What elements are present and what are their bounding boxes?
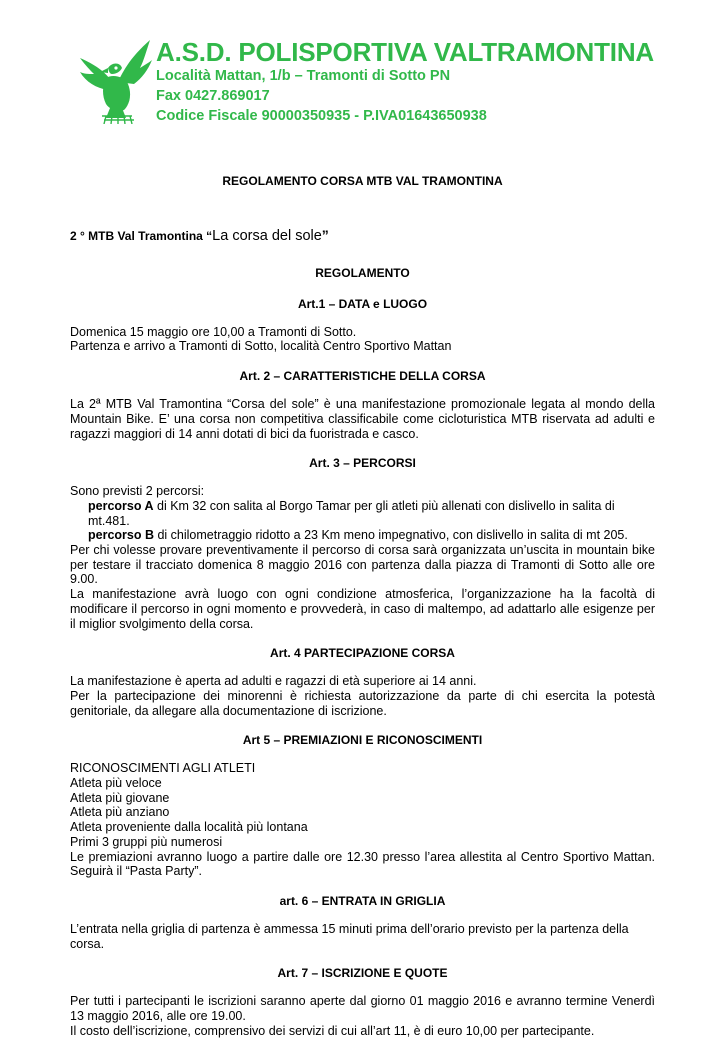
percorso-a [70,499,655,528]
eagle-logo-icon [78,38,154,124]
percorso-b-label: percorso B [88,528,154,543]
edition-suffix: ” [321,227,329,243]
org-fax: Fax 0427.869017 [156,88,270,104]
percorso-a-label: percorso A [88,498,154,513]
list-item: Atleta più giovane [70,790,170,805]
art3-heading: Art. 3 – PERCORSI [309,456,416,471]
art4-line1: La manifestazione è aperta ad adulti e ragazzi di età superiore ai 14 anni. [70,674,477,689]
art1-heading: Art.1 – DATA e LUOGO [297,296,428,311]
edition-title [70,228,655,244]
art4-heading: Art. 4 PARTECIPAZIONE CORSA [270,646,455,661]
edition-prefix: 2 ° MTB Val Tramontina “ [70,229,213,243]
art2-heading: Art. 2 – CARATTERISTICHE DELLA CORSA [239,369,486,384]
list-item: Primi 3 gruppi più numerosi [70,834,223,849]
percorso-b [70,528,655,543]
list-item: Atleta più anziano [70,805,170,820]
art1-line1: Domenica 15 maggio ore 10,00 a Tramonti di Sotto. [70,324,357,339]
org-name: A.S.D. POLISPORTIVA VALTRAMONTINA [156,37,654,67]
org-info [156,38,696,126]
org-tax-ids: Codice Fiscale 90000350935 - P.IVA01643650938 [156,108,487,124]
art7-p2: Il costo dell’iscrizione, comprensivo dei servizi di cui all’art 11, è di euro 10,00 per partecipante. [70,1023,595,1038]
art5-text: Le premiazioni avranno luogo a partire dalle ore 12.30 presso l’area allestita al Centro Sportivo Mattan. Seguirà il “Pasta Party”. [70,849,655,879]
document-body [70,228,655,1039]
letterhead [70,38,670,128]
art5-heading: Art 5 – PREMIAZIONI E RICONOSCIMENTI [242,733,483,748]
art1-line2: Partenza e arrivo a Tramonti di Sotto, località Centro Sportivo Mattan [70,339,452,354]
list-item: Atleta più veloce [70,776,162,791]
art3-weather: La manifestazione avrà luogo con ogni condizione atmosferica, l’organizzazione ha la facoltà di modificare il percorso in ogni momento e provvederà, in caso di maltempo, ad adattarlo alle esigenze per il miglior svolgimento della corsa. [70,587,655,631]
art7-heading: Art. 7 – ISCRIZIONE E QUOTE [277,966,448,981]
art5-list [70,761,655,849]
art6-heading: art. 6 – ENTRATA IN GRIGLIA [279,893,446,908]
edition-name: La corsa del sole [212,228,322,244]
list-item: RICONOSCIMENTI AGLI ATLETI [70,761,256,776]
art7-p1: Per tutti i partecipanti le iscrizioni saranno aperte dal giorno 01 maggio 2016 e avranno termine Venerdì 13 maggio 2016, alle ore 19.00. [70,994,655,1024]
art2-text: La 2ª MTB Val Tramontina “Corsa del sole” è una manifestazione promozionale legata al mondo della Mountain Bike. E’ una corsa non competitiva classificabile come cicloturistica MTB riservata ad adulti e ragazzi maggiori di 14 anni dotati di bici da fuoristrada e casco. [70,397,655,441]
document-title: REGOLAMENTO CORSA MTB VAL TRAMONTINA [222,174,503,188]
art3-intro: Sono previsti 2 percorsi: [70,484,205,499]
percorso-b-text: di chilometraggio ridotto a 23 Km meno impegnativo, con dislivello in salita di mt 205. [154,528,628,543]
regolamento-heading: REGOLAMENTO [315,265,410,280]
art3-trial-ride: Per chi volesse provare preventivamente il percorso di corsa sarà organizzata un’uscita in mountain bike per testare il tracciato domenica 8 maggio 2016 con partenza dalla piazza di Tramonti di Sotto alle ore 9.00. [70,543,655,587]
art4-line2: Per la partecipazione dei minorenni è richiesta autorizzazione da parte di chi esercita la potestà genitoriale, da allegare alla documentazione di iscrizione. [70,688,655,718]
org-address: Località Mattan, 1/b – Tramonti di Sotto PN [156,68,451,84]
art6-text: L’entrata nella griglia di partenza è ammessa 15 minuti prima dell’orario previsto per la partenza della corsa. [70,921,629,951]
list-item: Atleta proveniente dalla località più lontana [70,820,308,835]
percorso-a-text: di Km 32 con salita al Borgo Tamar per gli atleti più allenati con dislivello in salita di mt.481. [88,498,615,528]
